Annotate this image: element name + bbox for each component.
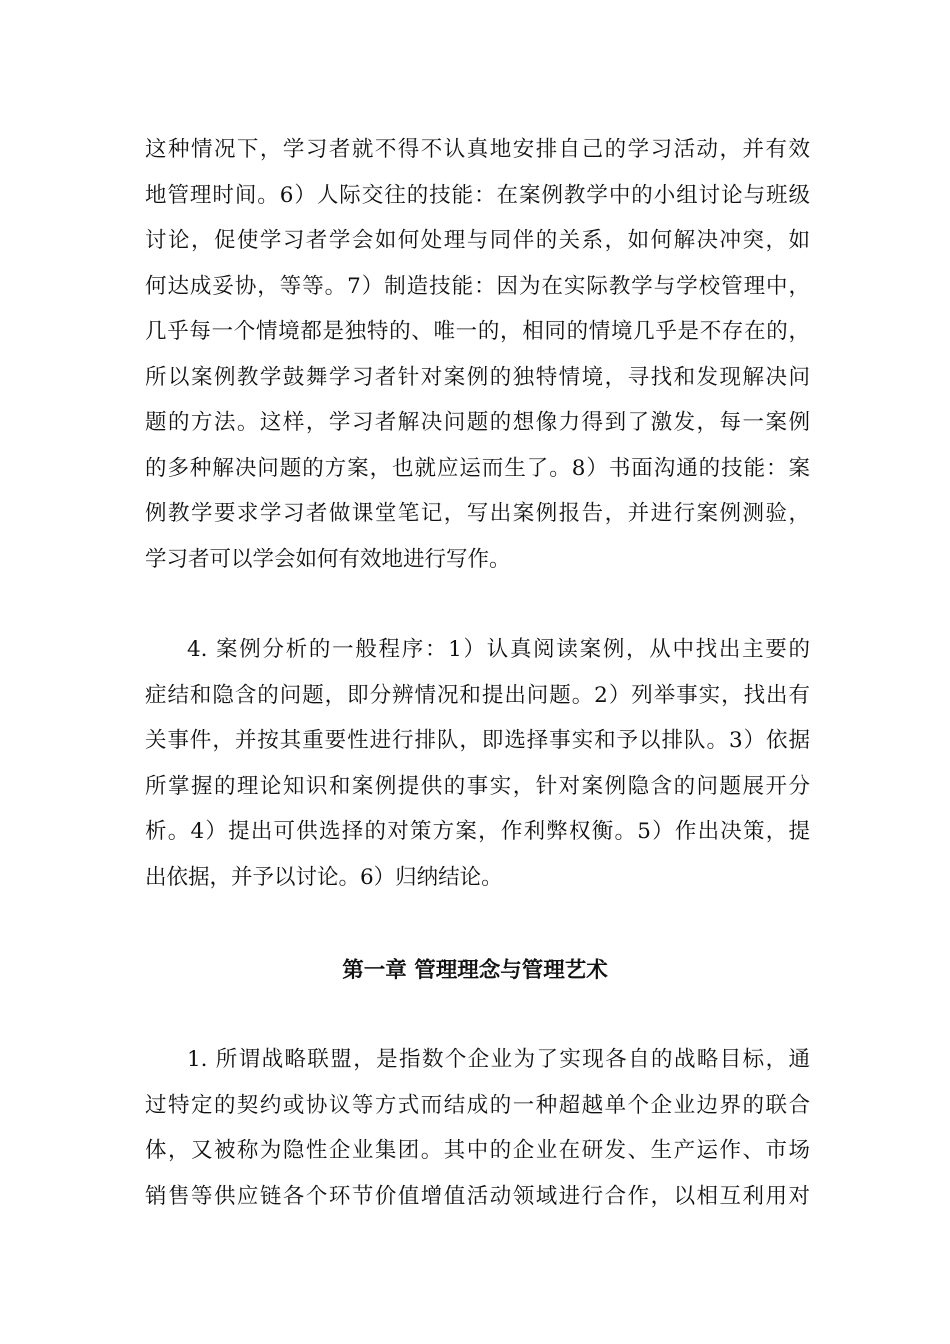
text-line: 症结和隐含的问题，即分辨情况和提出问题。2）列举事实，找出有 [145, 682, 810, 708]
text-line: 讨论，促使学习者学会如何处理与同伴的关系，如何解决冲突，如 [145, 228, 810, 253]
text-line: 4. 案例分析的一般程序：1）认真阅读案例，从中找出主要的 [187, 637, 810, 662]
text-line: 地管理时间。6）人际交往的技能：在案例教学中的小组讨论与班级 [145, 182, 810, 208]
paragraph-strategic-alliance [145, 1037, 810, 1219]
text-line: 这种情况下，学习者就不得不认真地安排自己的学习活动，并有效 [145, 137, 810, 162]
text-line: 所掌握的理论知识和案例提供的事实，针对案例隐含的问题展开分 [145, 773, 810, 799]
text-line: 学习者可以学会如何有效地进行写作。 [145, 546, 511, 572]
text-line: 体，又被称为隐性企业集团。其中的企业在研发、生产运作、市场 [145, 1138, 810, 1163]
text-line: 1. 所谓战略联盟，是指数个企业为了实现各自的战略目标，通 [187, 1047, 810, 1072]
paragraph-case-analysis-procedure [145, 627, 810, 900]
text-line: 关事件，并按其重要性进行排队，即选择事实和予以排队。3）依据 [145, 728, 810, 753]
text-line: 所以案例教学鼓舞学习者针对案例的独特情境，寻找和发现解决问 [145, 364, 810, 390]
text-line: 几乎每一个情境都是独特的、唯一的，相同的情境几乎是不存在的， [145, 319, 810, 344]
text-line: 析。4）提出可供选择的对策方案，作利弊权衡。5）作出决策，提 [145, 819, 810, 844]
chapter-heading: 第一章 管理理念与管理艺术 [342, 958, 608, 983]
text-line: 题的方法。这样，学习者解决问题的想像力得到了激发，每一案例 [145, 410, 810, 435]
text-line: 例教学要求学习者做课堂笔记，写出案例报告，并进行案例测验， [145, 501, 810, 526]
text-line: 过特定的契约或协议等方式而结成的一种超越单个企业边界的联合 [145, 1092, 810, 1118]
text-line: 销售等供应链各个环节价值增值活动领域进行合作，以相互利用对 [145, 1183, 810, 1209]
text-line: 的多种解决问题的方案，也就应运而生了。8）书面沟通的技能：案 [145, 455, 810, 481]
paragraph-case-teaching-skills [145, 127, 810, 582]
text-line: 出依据，并予以讨论。6）归纳结论。 [145, 864, 503, 890]
text-line: 何达成妥协，等等。7）制造技能：因为在实际教学与学校管理中， [145, 273, 810, 299]
